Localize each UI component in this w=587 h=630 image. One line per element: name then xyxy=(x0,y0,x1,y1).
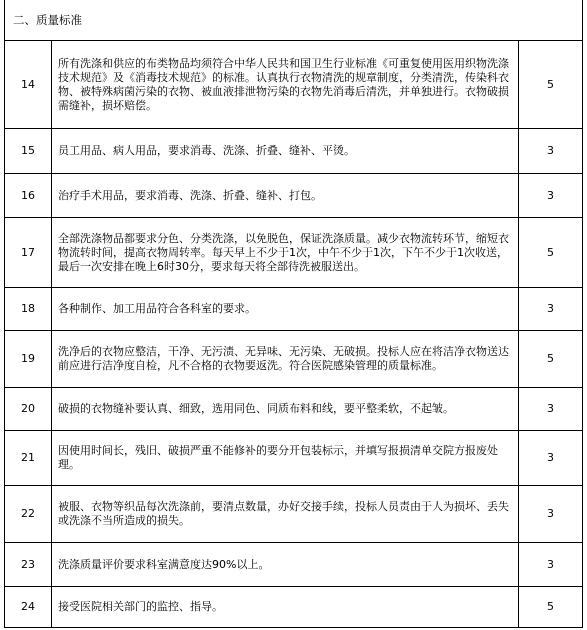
row-text: 洗净后的衣物应整洁，干净、无污渍、无异味、无污染、无破损。投标人应在将洁净衣物送达前应进行洁净度自检，凡不合格的衣物要返洗。符合医院感染管理的质量标准。 xyxy=(52,331,519,388)
row-score: 3 xyxy=(519,288,583,331)
row-number: 18 xyxy=(5,288,52,331)
table-row xyxy=(5,486,583,543)
row-score: 3 xyxy=(519,431,583,486)
row-score: 3 xyxy=(519,388,583,431)
row-number: 16 xyxy=(5,174,52,218)
row-score: 3 xyxy=(519,129,583,174)
table-row xyxy=(5,331,583,388)
table-row xyxy=(5,587,583,628)
table-row xyxy=(5,388,583,431)
row-score: 3 xyxy=(519,486,583,543)
row-text: 所有洗涤和供应的布类物品均须符合中华人民共和国卫生行业标准《可重复使用医用织物洗涤技术规范》及《消毒技术规范》的标准。认真执行衣物清洗的规章制度，分类清洗，传染科衣物、被特殊病菌污染的衣物、被血液排泄物污染的衣物先消毒后清洗，并单独进行。衣物破损需缝补，损坏赔偿。 xyxy=(52,41,519,129)
section-header-row xyxy=(5,0,583,41)
row-number: 17 xyxy=(5,218,52,288)
row-number: 14 xyxy=(5,41,52,129)
row-text: 被服、衣物等织品每次洗涤前，要清点数量，办好交接手续，投标人员责由于人为损坏、丢失或洗涤不当所造成的损失。 xyxy=(52,486,519,543)
row-text: 各种制作、加工用品符合各科室的要求。 xyxy=(52,288,519,331)
table-row xyxy=(5,218,583,288)
row-score: 5 xyxy=(519,587,583,628)
row-text: 因使用时间长，残旧、破损严重不能修补的要分开包装标示，并填写报损清单交院方报废处理。 xyxy=(52,431,519,486)
row-text: 全部洗涤物品都要求分色、分类洗涤，以免脱色，保证洗涤质量。减少衣物流转环节，缩短衣物流转时间，提高衣物周转率。每天早上不少于1次，中午不少于1次，下午不少于1次收送，最后一次安排在晚上6时30分，要求每天将全部待洗被服送出。 xyxy=(52,218,519,288)
table-row xyxy=(5,543,583,587)
table-row xyxy=(5,431,583,486)
row-score: 5 xyxy=(519,41,583,129)
row-number: 19 xyxy=(5,331,52,388)
row-number: 23 xyxy=(5,543,52,587)
row-text: 洗涤质量评价要求科室满意度达90%以上。 xyxy=(52,543,519,587)
row-text: 员工用品、病人用品，要求消毒、洗涤、折叠、缝补、平烫。 xyxy=(52,129,519,174)
row-score: 5 xyxy=(519,218,583,288)
table-row xyxy=(5,129,583,174)
section-title: 二、质量标准 xyxy=(5,0,583,41)
table-row xyxy=(5,41,583,129)
row-number: 20 xyxy=(5,388,52,431)
row-score: 3 xyxy=(519,543,583,587)
row-number: 15 xyxy=(5,129,52,174)
row-score: 3 xyxy=(519,174,583,218)
row-number: 22 xyxy=(5,486,52,543)
table-row xyxy=(5,288,583,331)
table-row xyxy=(5,174,583,218)
row-number: 24 xyxy=(5,587,52,628)
row-score: 5 xyxy=(519,331,583,388)
row-text: 治疗手术用品，要求消毒、洗涤、折叠、缝补、打包。 xyxy=(52,174,519,218)
row-text: 破损的衣物缝补要认真、细致，选用同色、同质布料和线，要平整柔软，不起皱。 xyxy=(52,388,519,431)
row-text: 接受医院相关部门的监控、指导。 xyxy=(52,587,519,628)
row-number: 21 xyxy=(5,431,52,486)
quality-standards-table xyxy=(4,0,583,628)
